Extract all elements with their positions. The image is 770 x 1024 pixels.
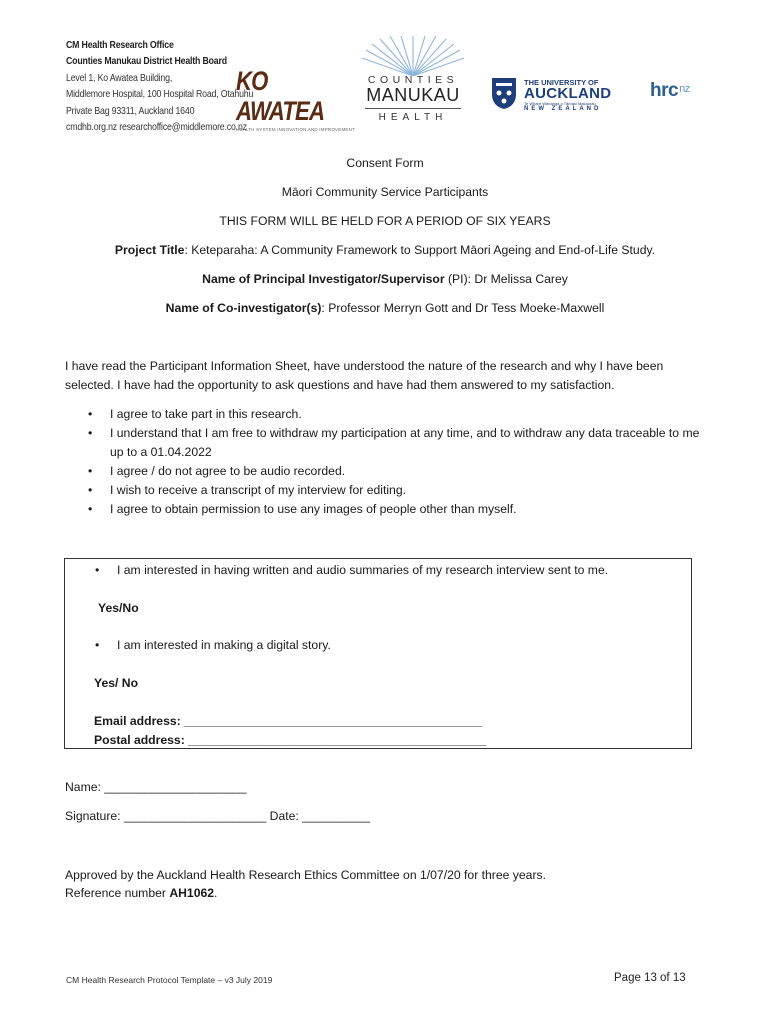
crest-icon [490,76,518,110]
reference-line [65,884,546,902]
footer-page-number: Page 13 of 13 [614,972,686,984]
project-title-value: : Keteparaha: A Community Framework to Support Māori Ageing and End-of-Life Study. [184,243,656,257]
ko-awatea-logo-text: KO AWATEA [236,66,325,126]
intro-paragraph [65,357,715,395]
consent-statement: • I agree to take part in this research. [88,405,713,424]
retention-notice: THIS FORM WILL BE HELD FOR A PERIOD OF SIX YEARS [219,214,551,228]
uoa-logo-line1: THE UNIVERSITY OF [524,78,599,87]
counties-manukau-logo [358,36,468,122]
cm-logo-line2: MANUKAU [366,85,460,105]
office-line: cmdhb.org.nz researchoffice@middlemore.co.nz [66,122,247,134]
cm-logo-line3: HEALTH [365,108,461,123]
consent-statement: • I agree / do not agree to be audio recorded. [88,462,713,481]
project-title [0,243,770,257]
intro-line: selected. I have had the opportunity to ask questions and have had them answered to my satisfaction. [65,378,615,392]
consent-statements [88,405,713,519]
signature-date-field[interactable]: Signature: _____________________ Date: __________ [65,809,370,823]
cm-logo-line1: COUNTIES [367,74,459,86]
hrc-logo [650,80,690,102]
coi-value: : Professor Merryn Gott and Dr Tess Moeke-Maxwell [321,301,605,315]
ethics-approval [65,866,546,902]
co-investigators [0,301,770,315]
summary-interest-item: • I am interested in having written and audio summaries of my research interview sent to me. [117,563,608,577]
name-field[interactable]: Name: _____________________ [65,780,247,794]
consent-statement: • I wish to receive a transcript of my interview for editing. [88,481,713,500]
university-of-auckland-logo [490,76,610,116]
uoa-logo-line4: NEW ZEALAND [524,106,602,112]
principal-investigator [0,272,770,286]
options-box [64,558,692,749]
postal-address-field[interactable]: Postal address: ____________________________________________ [94,733,487,747]
ko-awatea-logo [236,66,356,132]
consent-statement: • I agree to obtain permission to use any images of people other than myself. [88,500,713,519]
reference-prefix: Reference number [65,886,170,900]
sunburst-icon [360,36,466,76]
office-line: Private Bag 93311, Auckland 1640 [66,105,195,117]
reference-number: AH1062 [169,886,215,900]
digital-story-item: • I am interested in making a digital story. [117,638,331,652]
office-line: Middlemore Hospital, 100 Hospital Road, Otahuhu [66,89,254,101]
digital-story-yes-no[interactable]: Yes/ No [94,676,139,690]
ko-awatea-tagline: HEALTH SYSTEM INNOVATION AND IMPROVEMENT [236,127,356,132]
consent-statement: • I understand that I am free to withdraw my participation at any time, and to withdraw any data traceable to me up to a 01.04.2022 [88,424,713,462]
office-line: Counties Manukau District Health Board [66,56,227,68]
hrc-logo-suffix: nz [679,83,690,95]
form-title: Consent Form [346,156,424,170]
form-subtitle: Māori Community Service Participants [281,185,489,199]
pi-value: (PI): Dr Melissa Carey [444,272,568,286]
approval-line: Approved by the Auckland Health Research Ethics Committee on 1/07/20 for three years. [65,868,546,882]
uoa-logo-line3: Te Whare Wānanga o Tāmaki Makaurau [524,101,596,106]
reference-suffix: . [214,886,218,900]
footer-template-version: CM Health Research Protocol Template – v3 July 2019 [66,975,273,985]
intro-line: I have read the Participant Information Sheet, have understood the nature of the research and why I have been [65,359,664,373]
office-line: CM Health Research Office [66,40,174,51]
hrc-logo-main: hrc [650,80,679,101]
pi-label: Name of Principal Investigator/Supervisor [202,272,445,286]
coi-label: Name of Co-investigator(s) [165,301,322,315]
office-line: Level 1, Ko Awatea Building, [66,72,173,84]
summary-yes-no[interactable]: Yes/No [98,601,139,615]
email-address-field[interactable]: Email address: ____________________________________________ [94,714,483,728]
uoa-logo-line2: AUCKLAND [524,85,612,102]
project-title-label: Project Title [114,243,185,257]
